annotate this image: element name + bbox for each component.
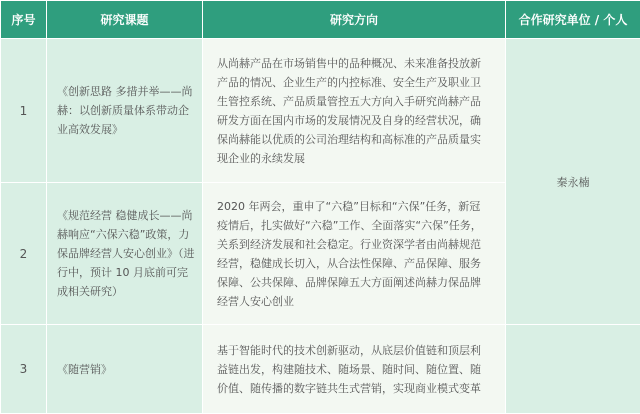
cooperation-unit-empty	[506, 325, 640, 414]
table-row	[1, 325, 640, 414]
row-direction: 2020 年两会，重申了“六稳”目标和“六保”任务，新冠疫情后，扎实做好“六稳”工作、全面落实“六保”任务，关系到经济发展和社会稳定。行业资深学者由尚赫规范经营，稳健成长切入，从合法性保障、产品保障、服务保障、公共保障、品牌保障五大方面阐述尚赫力保品牌经营人安心创业	[203, 183, 506, 325]
header-topic: 研究课题	[47, 1, 203, 39]
row-direction: 从尚赫产品在市场销售中的品种概况、未来准备投放新产品的情况、企业生产的内控标准、安全生产及职业卫生管控系统、产品质量管控五大方向入手研究尚赫产品研发方面在国内市场的发展情况及自身的经营状况，确保尚赫能以优质的公司治理结构和高标准的产品质量实现企业的永续发展	[203, 39, 506, 183]
row-index: 2	[1, 183, 47, 325]
row-topic: 《随营销》	[47, 325, 203, 414]
row-index: 3	[1, 325, 47, 414]
header-index: 序号	[1, 1, 47, 39]
row-direction: 基于智能时代的技术创新驱动，从底层价值链和顶层利益链出发，构建随技术、随场景、随时间、随位置、随价值、随传播的数字链共生式营销，实现商业模式变革	[203, 325, 506, 414]
cooperation-unit: 秦永楠	[506, 39, 640, 325]
row-topic: 《规范经营 稳健成长——尚赫响应“六保六稳”政策，力保品牌经营人安心创业》（进行中，预计 10 月底前可完成相关研究）	[47, 183, 203, 325]
row-index: 1	[1, 39, 47, 183]
row-topic: 《创新思路 多措并举——尚赫：以创新质量体系带动企业高效发展》	[47, 39, 203, 183]
header-direction: 研究方向	[203, 1, 506, 39]
table-header-row	[1, 1, 640, 39]
table-row	[1, 39, 640, 183]
header-unit: 合作研究单位 / 个人	[506, 1, 640, 39]
